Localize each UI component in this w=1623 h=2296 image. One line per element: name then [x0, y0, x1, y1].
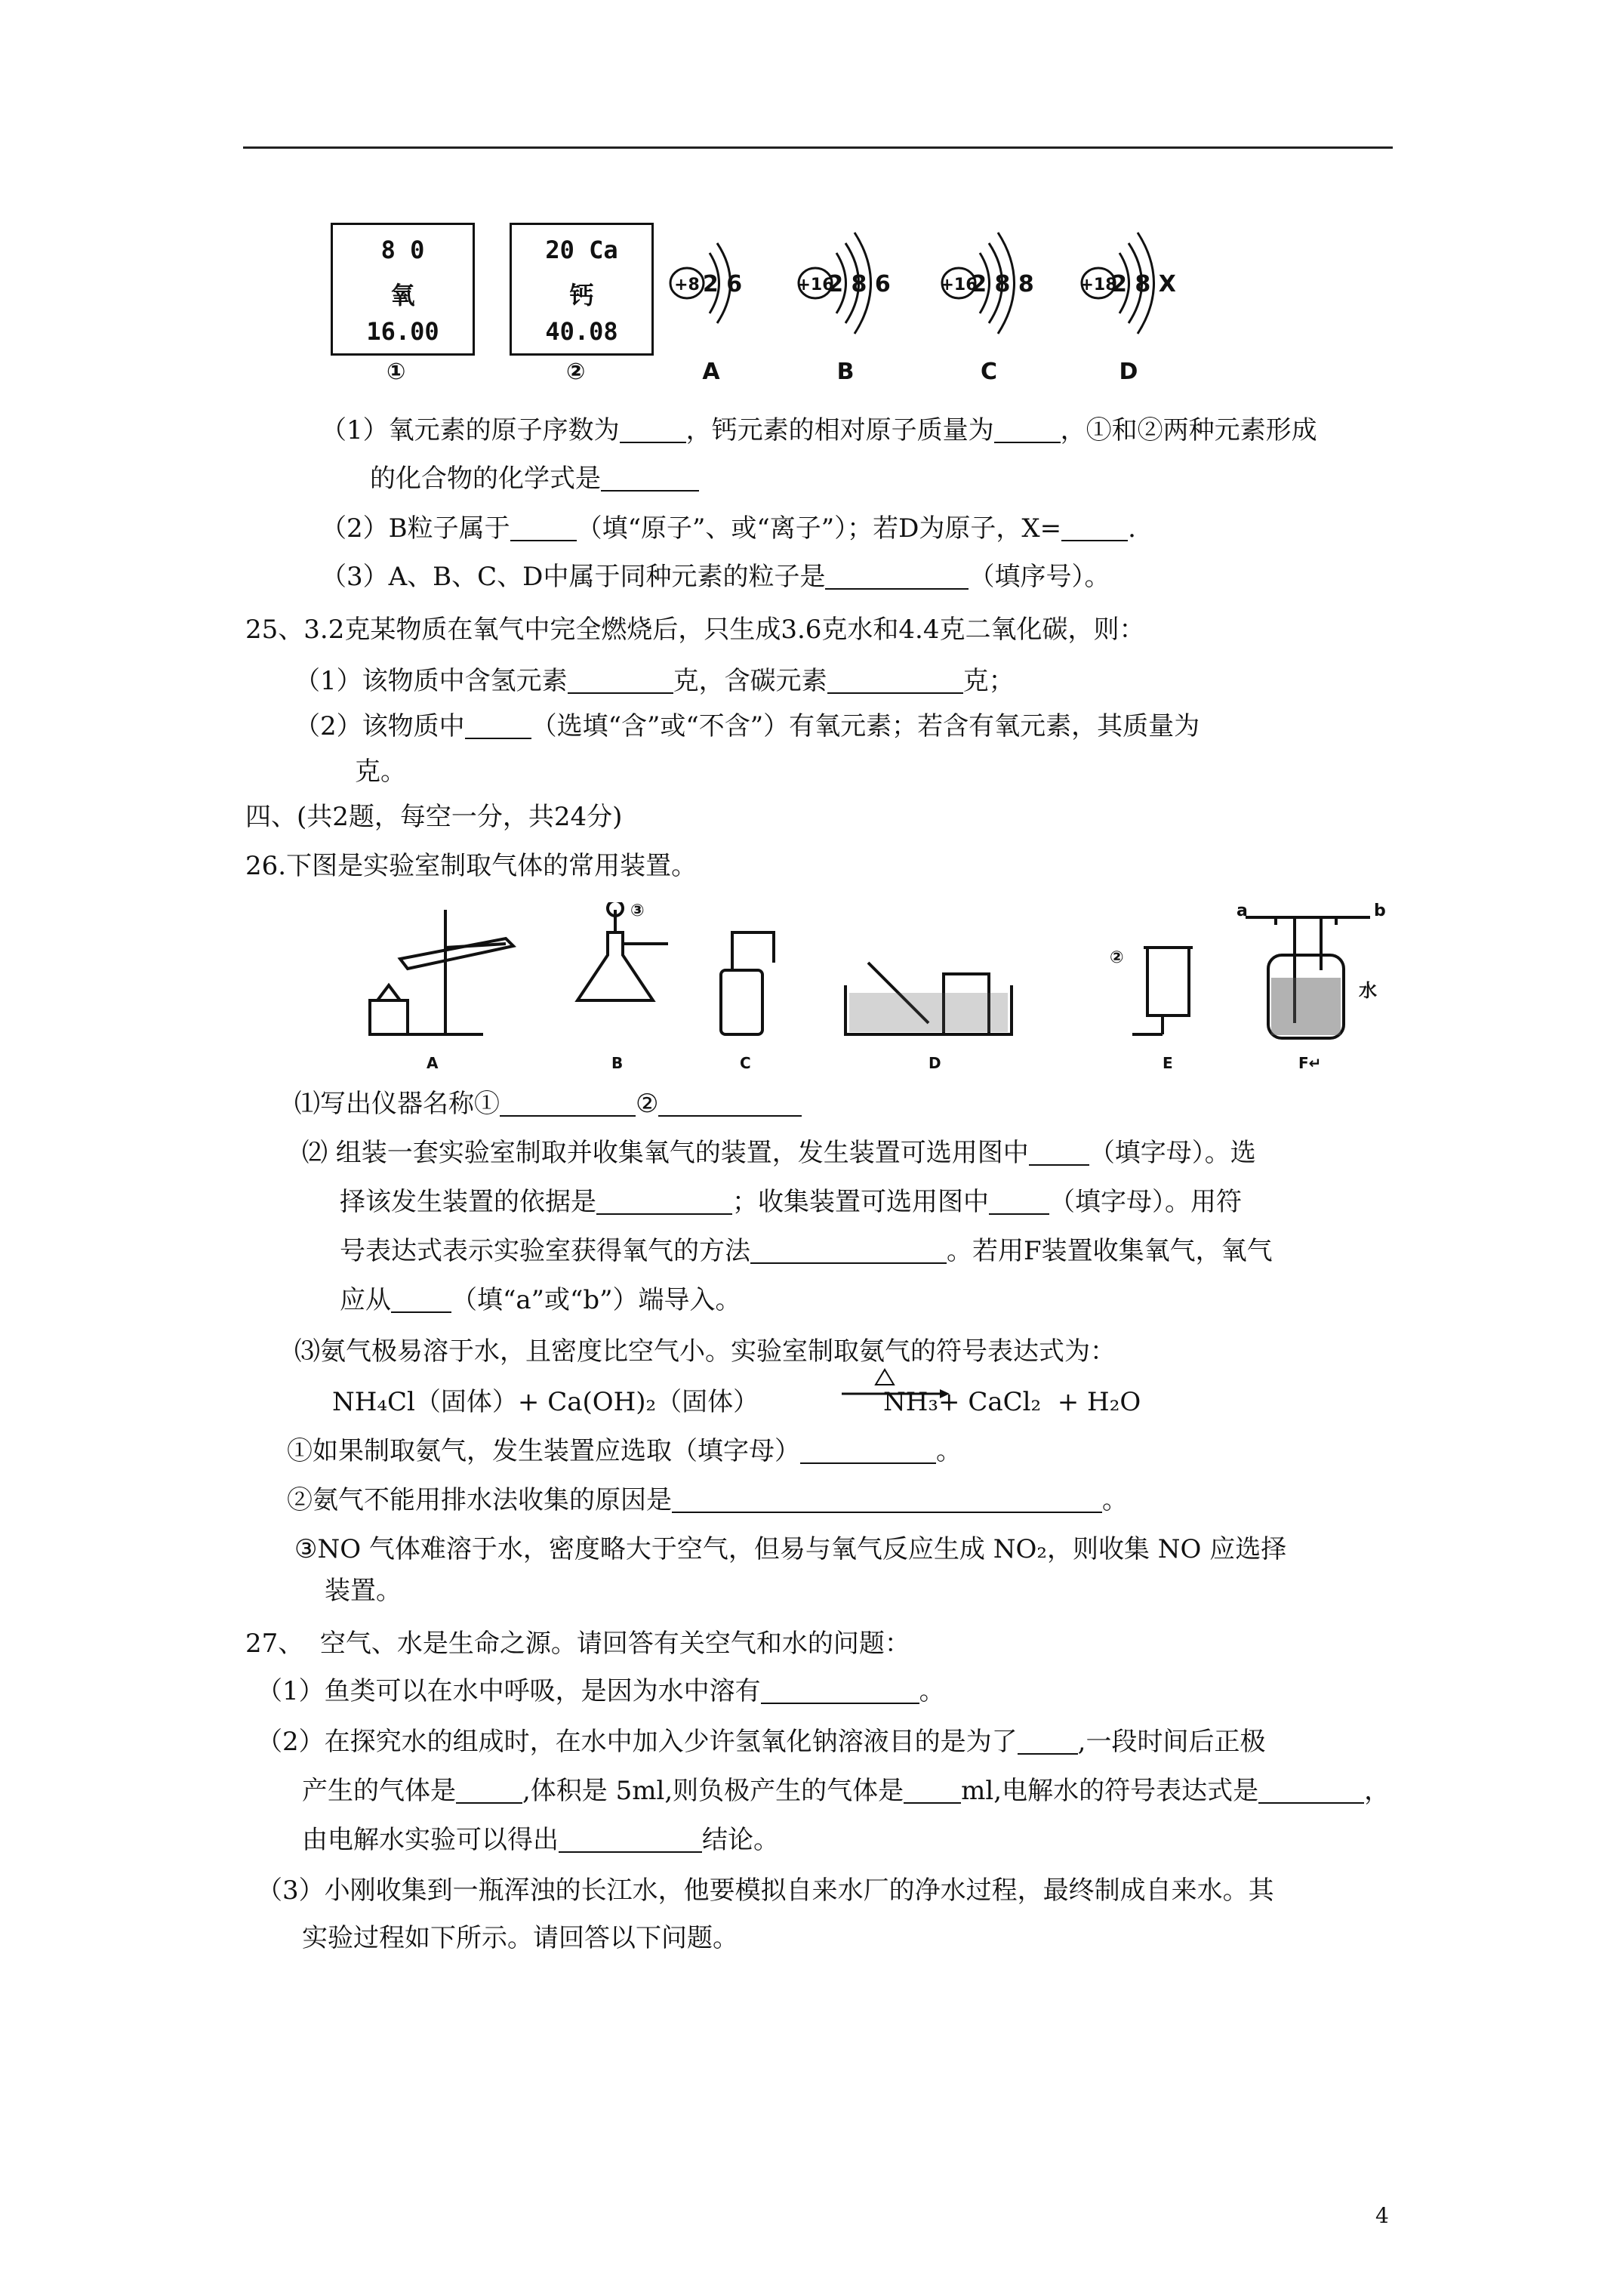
apparatus-label-e: E — [1163, 1054, 1173, 1072]
element-card-oxygen: 8 0 氧 16.00 — [331, 223, 475, 356]
answer-blank[interactable] — [465, 712, 531, 739]
diagram-a-label: A — [702, 359, 720, 385]
q26-stem: 26.下图是实验室制取气体的常用装置。 — [245, 851, 698, 881]
element-card-calcium: 20 Ca 钙 40.08 — [510, 223, 654, 356]
answer-blank[interactable] — [1029, 1139, 1089, 1166]
q25-part2: （2）该物质中 （选填“含”或“不含”）有氧元素；若含有氧元素，其质量为 — [294, 711, 1200, 741]
q27-part3-line2: 实验过程如下所示。请回答以下问题。 — [302, 1923, 738, 1953]
q24-part3: （3）A、B、C、D中属于同种元素的粒子是 （填序号）。 — [321, 562, 1110, 592]
marker-2: ② — [1110, 948, 1124, 967]
answer-blank[interactable] — [658, 1089, 802, 1117]
apparatus-label-a: A — [427, 1054, 439, 1072]
q27-part1: （1）鱼类可以在水中呼吸，是因为水中溶有 。 — [257, 1676, 945, 1706]
answer-blank[interactable] — [994, 416, 1061, 443]
diagram-b-label: B — [836, 359, 855, 385]
answer-blank[interactable] — [596, 1188, 732, 1215]
apparatus-label-f: F↵ — [1298, 1054, 1322, 1072]
q26-sub3-line2: 装置。 — [325, 1576, 402, 1606]
q26-part2-line1: ⑵ 组装一套实验室制取并收集氧气的装置，发生装置可选用图中 （填字母）。选 — [302, 1138, 1256, 1168]
q27-part2-line3: 由电解水实验可以得出 结论。 — [302, 1825, 779, 1855]
header-rule — [243, 146, 1393, 149]
answer-blank[interactable] — [800, 1437, 936, 1464]
q25-part1: （1）该物质中含氢元素 克，含碳元素 克； — [294, 666, 1015, 696]
q24-part1-line2: 的化合物的化学式是 — [370, 462, 699, 495]
q27-part2-line1: （2）在探究水的组成时，在水中加入少许氢氧化钠溶液目的是为了 ,一段时间后正极 — [257, 1727, 1266, 1757]
answer-blank[interactable] — [989, 1188, 1049, 1215]
f-port-b: b — [1374, 902, 1386, 920]
answer-blank[interactable] — [1258, 1777, 1364, 1804]
diagram-c-shells: 2 8 8 — [971, 271, 1034, 297]
q24-part2: （2）B粒子属于 （填“原子”、或“离子”）；若D为原子，X= . — [321, 513, 1136, 544]
answer-blank[interactable] — [825, 562, 969, 590]
answer-blank[interactable] — [456, 1777, 522, 1804]
diagram-c-nucleus: +16 — [940, 276, 978, 294]
lab-apparatus-figure — [355, 902, 1427, 1076]
q26-part2-line3: 号表达式表示实验室获得氧气的方法 。若用F装置收集氧气，氧气 — [340, 1236, 1273, 1266]
diagram-d-nucleus: +18 — [1079, 276, 1117, 294]
q26-equation-left: NH₄Cl（固体）+ Ca(OH)₂（固体） — [332, 1387, 759, 1417]
f-water-label: 水 — [1359, 980, 1377, 1001]
diagram-d-label: D — [1119, 359, 1138, 385]
q26-part3: ⑶氨气极易溶于水，且密度比空气小。实验室制取氨气的符号表达式为： — [294, 1336, 1116, 1367]
answer-blank[interactable] — [827, 667, 963, 694]
answer-blank[interactable] — [510, 514, 577, 541]
answer-blank[interactable] — [1061, 514, 1128, 541]
answer-blank[interactable] — [750, 1237, 947, 1264]
diagram-b-shells: 2 8 6 — [827, 271, 891, 297]
answer-blank[interactable] — [559, 1826, 702, 1853]
q25-stem: 25、3.2克某物质在氧气中完全燃烧后，只生成3.6克水和4.4克二氧化碳，则： — [245, 615, 1145, 645]
answer-blank[interactable] — [500, 1089, 636, 1117]
answer-blank[interactable] — [1018, 1727, 1078, 1755]
element-card-label-1: ① — [387, 359, 406, 385]
q26-equation-right: NH₃+ CaCl₂ + H₂O — [883, 1387, 1141, 1417]
diagram-a-shells: 2 6 — [702, 271, 743, 297]
q26-part2-line4: 应从 （填“a”或“b”）端导入。 — [340, 1285, 741, 1315]
answer-blank[interactable] — [672, 1486, 1102, 1513]
section-heading: 四、(共2题，每空一分，共24分) — [245, 802, 623, 832]
apparatus-label-b: B — [611, 1054, 624, 1072]
page-number: 4 — [1375, 2203, 1389, 2228]
q26-sub3-line1: ③NO 气体难溶于水，密度略大于空气，但易与氧气反应生成 NO₂，则收集 NO 应选择 — [294, 1534, 1287, 1564]
diagram-a-nucleus: +8 — [674, 276, 700, 294]
q26-part1: ⑴写出仪器名称① ② — [294, 1087, 802, 1120]
answer-blank[interactable] — [904, 1777, 961, 1804]
diagram-c-label: C — [980, 359, 998, 385]
answer-blank[interactable] — [620, 416, 686, 443]
diagram-b-nucleus: +16 — [796, 276, 834, 294]
q25-part2-cont: 克。 — [355, 757, 406, 787]
answer-blank[interactable] — [601, 464, 699, 492]
q26-sub2: ②氨气不能用排水法收集的原因是 。 — [287, 1485, 1128, 1515]
apparatus-label-d: D — [929, 1054, 941, 1072]
atom-structure-diagrams — [657, 211, 1230, 385]
element-card-label-2: ② — [566, 359, 586, 385]
answer-blank[interactable] — [761, 1677, 919, 1704]
answer-blank[interactable] — [391, 1286, 451, 1313]
q26-part2-line2: 择该发生装置的依据是 ；收集装置可选用图中 （填字母）。用符 — [340, 1187, 1242, 1217]
q27-part2-line2: 产生的气体是 ,体积是 5ml,则负极产生的气体是 ml,电解水的符号表达式是 ， — [302, 1776, 1390, 1806]
q26-sub1: ①如果制取氨气，发生装置应选取（填字母） 。 — [287, 1436, 962, 1466]
apparatus-label-c: C — [740, 1054, 751, 1072]
marker-3: ③ — [630, 902, 645, 920]
q27-stem: 27、 空气、水是生命之源。请回答有关空气和水的问题： — [245, 1629, 910, 1659]
q27-part3-line1: （3）小刚收集到一瓶浑浊的长江水，他要模拟自来水厂的净水过程，最终制成自来水。其 — [257, 1875, 1274, 1906]
f-port-a: a — [1236, 902, 1248, 920]
q24-part1-line1: （1）氧元素的原子序数为 ，钙元素的相对原子质量为 ，①和②两种元素形成 — [321, 415, 1317, 445]
answer-blank[interactable] — [568, 667, 673, 694]
diagram-d-shells: 2 8 X — [1111, 271, 1176, 297]
